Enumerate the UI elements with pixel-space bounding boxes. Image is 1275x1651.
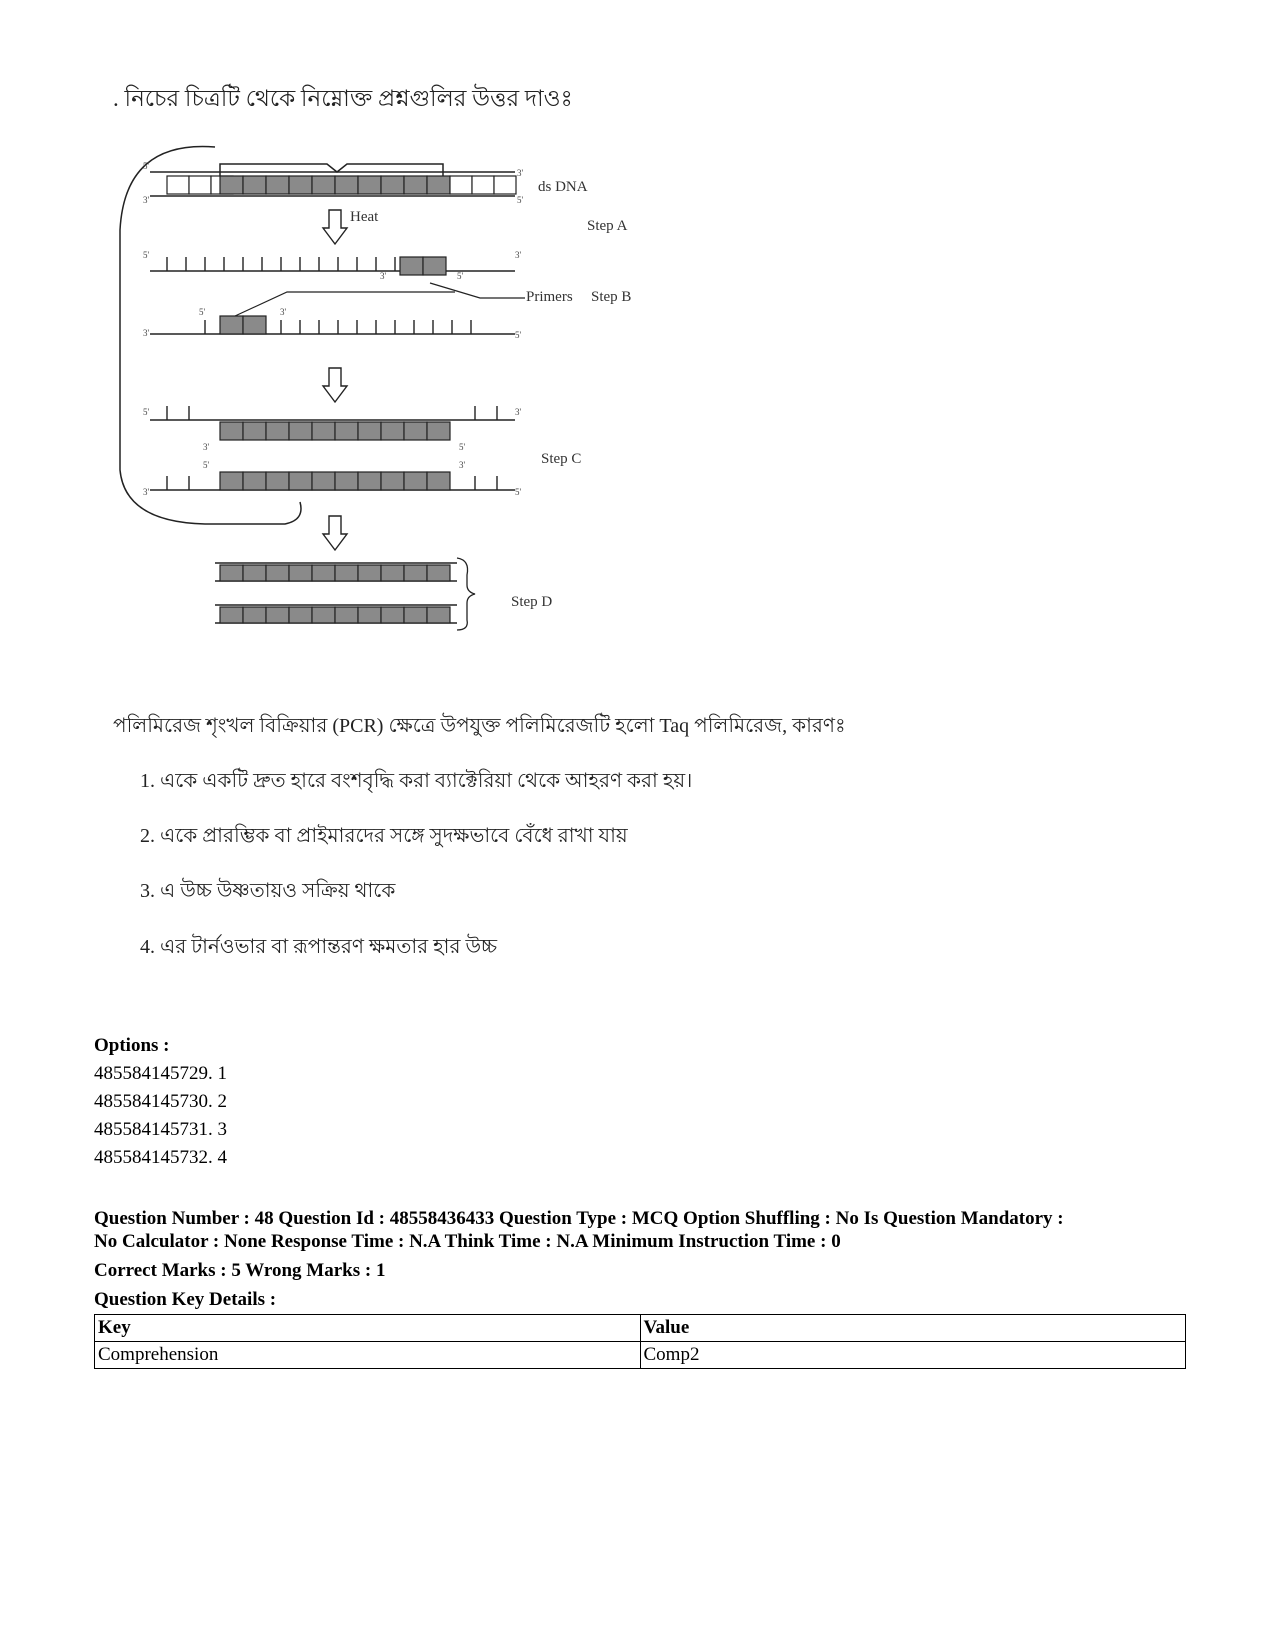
end-label: 5' (517, 195, 524, 205)
base-box-shaded (220, 607, 243, 623)
end-label: 5' (459, 442, 466, 452)
option-item: 485584145732. 4 (94, 1147, 227, 1168)
end-label: 5' (143, 407, 150, 417)
base-box-shaded (381, 422, 404, 440)
base-box-shaded (220, 176, 243, 194)
base-box-shaded (427, 422, 450, 440)
key-details-table (94, 1314, 1186, 1369)
end-label: 3' (203, 442, 210, 452)
base-box (450, 176, 472, 194)
base-box-shaded (220, 422, 243, 440)
end-label: 3' (143, 195, 150, 205)
base-box-shaded (381, 472, 404, 490)
label-primers: Primers (526, 289, 573, 305)
base-box-shaded (427, 176, 450, 194)
table-header-key: Key (95, 1315, 641, 1342)
base-box (472, 176, 494, 194)
base-box-shaded (243, 422, 266, 440)
base-box-shaded (381, 565, 404, 581)
meta-line-1: Question Number : 48 Question Id : 48558436433 Question Type : MCQ Option Shuffling : No Is Question Mandatory : (94, 1208, 1064, 1229)
table-row (95, 1342, 1186, 1369)
end-label: 3' (143, 328, 150, 338)
arrow-c-to-d (323, 516, 347, 550)
base-box-shaded (335, 422, 358, 440)
base-box-shaded (243, 565, 266, 581)
end-label: 5' (515, 330, 522, 340)
pcr-diagram (120, 146, 443, 524)
end-label: 3' (143, 487, 150, 497)
base-box-shaded (335, 607, 358, 623)
base-box-shaded (266, 565, 289, 581)
question-image (95, 70, 1075, 1010)
base-box-shaded (427, 607, 450, 623)
question-meta (94, 1207, 1184, 1311)
base-box-shaded (404, 565, 427, 581)
statement-2: 2. একে প্রারম্ভিক বা প্রাইমারদের সঙ্গে সুদক্ষভাবে বেঁধে রাখা যায় (140, 825, 628, 847)
label-ds-dna: ds DNA (538, 179, 588, 195)
table-cell-key: Comprehension (95, 1342, 641, 1369)
base-box-shaded (404, 422, 427, 440)
primer-box (220, 316, 243, 334)
base-box-shaded (289, 565, 312, 581)
end-label: 5' (457, 271, 464, 281)
heat-arrow (323, 210, 347, 244)
base-box-shaded (335, 176, 358, 194)
key-details-heading: Question Key Details : (94, 1289, 277, 1310)
question-stem: পলিমিরেজ শৃংখল বিক্রিয়ার (PCR) ক্ষেত্রে উপযুক্ত পলিমিরেজটি হলো Taq পলিমিরেজ, কারণঃ (113, 715, 846, 737)
base-box (494, 176, 516, 194)
primer-box (423, 257, 446, 275)
label-step-d: Step D (511, 594, 553, 610)
base-box-shaded (289, 176, 312, 194)
base-box-shaded (404, 607, 427, 623)
end-label: 5' (143, 161, 150, 171)
end-label: 3' (459, 460, 466, 470)
base-box-shaded (312, 472, 335, 490)
base-box-shaded (289, 472, 312, 490)
base-box-shaded (243, 607, 266, 623)
primer-box (400, 257, 423, 275)
base-box-shaded (358, 565, 381, 581)
base-box-shaded (266, 176, 289, 194)
statement-1: 1. একে একটি দ্রুত হারে বংশবৃদ্ধি করা ব্যাক্টেরিয়া থেকে আহরণ করা হয়। (140, 770, 693, 792)
base-box-shaded (381, 176, 404, 194)
step-d-bracket (457, 558, 475, 630)
option-item: 485584145731. 3 (94, 1119, 227, 1140)
label-heat: Heat (350, 209, 379, 225)
statement-3: 3. এ উচ্চ উষ্ণতায়ও সক্রিয় থাকে (140, 880, 396, 902)
end-label: 3' (280, 307, 287, 317)
marks-line: Correct Marks : 5 Wrong Marks : 1 (94, 1260, 386, 1281)
base-box-shaded (266, 607, 289, 623)
end-label: 5' (515, 487, 522, 497)
end-label: 3' (517, 168, 524, 178)
base-box-shaded (335, 472, 358, 490)
base-box-shaded (289, 607, 312, 623)
primer-pointer (235, 292, 455, 316)
base-box-shaded (220, 565, 243, 581)
question-prompt: . নিচের চিত্রটি থেকে নিম্নোক্ত প্রশ্নগুলির উত্তর দাওঃ (113, 86, 573, 111)
base-box-shaded (266, 472, 289, 490)
primer-box (243, 316, 266, 334)
option-item: 485584145729. 1 (94, 1063, 227, 1084)
options-block (94, 1032, 227, 1172)
base-box-shaded (289, 422, 312, 440)
base-box-shaded (427, 565, 450, 581)
end-label: 5' (143, 250, 150, 260)
base-box-shaded (312, 176, 335, 194)
end-label: 3' (515, 407, 522, 417)
options-title: Options : (94, 1035, 170, 1056)
base-box-shaded (335, 565, 358, 581)
base-box-shaded (358, 607, 381, 623)
primer-pointer (430, 283, 525, 298)
base-box (167, 176, 189, 194)
base-box-shaded (358, 422, 381, 440)
base-box-shaded (266, 422, 289, 440)
base-box-shaded (243, 176, 266, 194)
base-box-shaded (312, 565, 335, 581)
base-box-shaded (381, 607, 404, 623)
table-header-value: Value (640, 1315, 1186, 1342)
base-box-shaded (312, 422, 335, 440)
pcr-diagram-strands (143, 161, 525, 630)
end-label: 3' (515, 250, 522, 260)
base-box-shaded (404, 472, 427, 490)
option-item: 485584145730. 2 (94, 1091, 227, 1112)
base-box-shaded (427, 472, 450, 490)
table-header-row (95, 1315, 1186, 1342)
base-box-shaded (243, 472, 266, 490)
end-label: 5' (199, 307, 206, 317)
table-cell-value: Comp2 (640, 1342, 1186, 1369)
end-label: 5' (203, 460, 210, 470)
base-box-shaded (358, 176, 381, 194)
label-step-a: Step A (587, 218, 628, 234)
label-step-b: Step B (591, 289, 632, 305)
base-box-shaded (358, 472, 381, 490)
label-step-c: Step C (541, 451, 582, 467)
base-box (189, 176, 211, 194)
base-box-shaded (404, 176, 427, 194)
base-box-shaded (220, 472, 243, 490)
meta-line-2: No Calculator : None Response Time : N.A Think Time : N.A Minimum Instruction Time : 0 (94, 1231, 841, 1252)
statement-4: 4. এর টার্নওভার বা রূপান্তরণ ক্ষমতার হার উচ্চ (140, 936, 498, 958)
end-label: 3' (380, 271, 387, 281)
arrow-b-to-c (323, 368, 347, 402)
base-box-shaded (312, 607, 335, 623)
